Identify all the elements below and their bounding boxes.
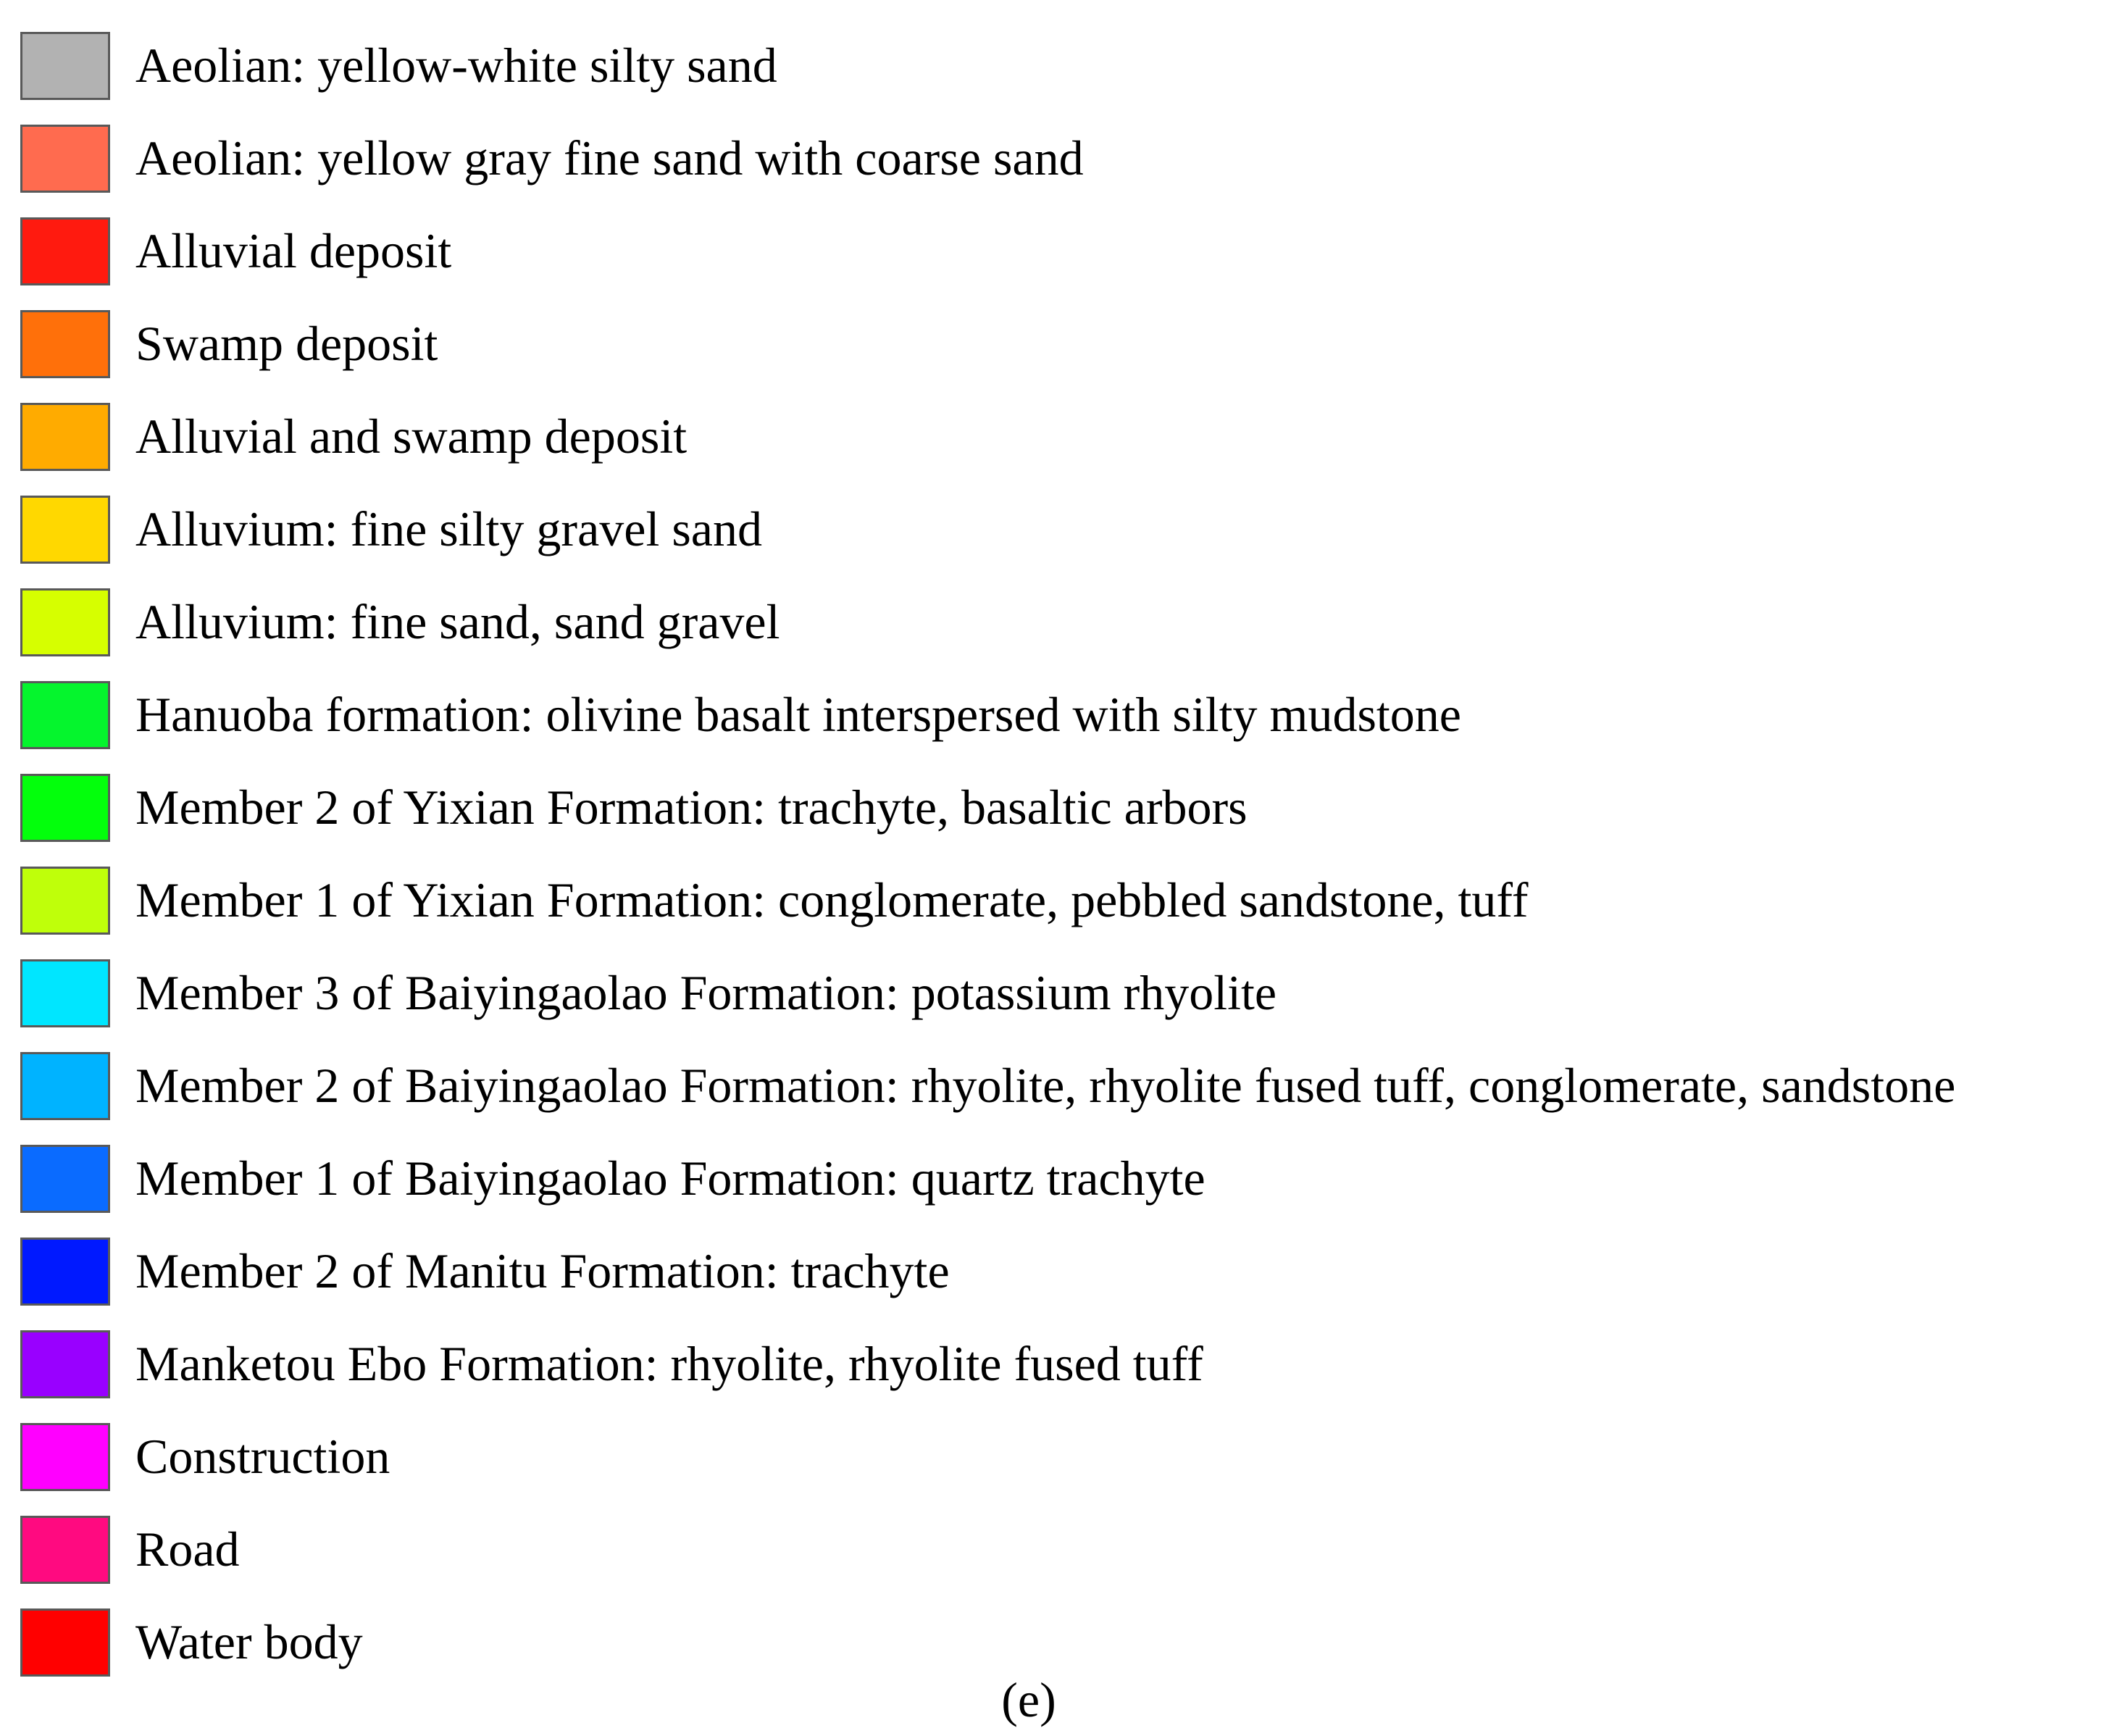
legend-swatch bbox=[20, 217, 110, 285]
legend-item bbox=[0, 774, 2106, 846]
legend-label: Road bbox=[135, 1522, 240, 1577]
legend-item bbox=[0, 1423, 2106, 1495]
legend-label: Construction bbox=[135, 1429, 390, 1484]
legend-swatch bbox=[20, 403, 110, 471]
legend-label: Member 1 of Yixian Formation: conglomerate, pebbled sandstone, tuff bbox=[135, 872, 1529, 927]
legend-item bbox=[0, 217, 2106, 290]
legend-label: Member 2 of Manitu Formation: trachyte bbox=[135, 1243, 950, 1298]
legend-item bbox=[0, 959, 2106, 1032]
legend-item bbox=[0, 125, 2106, 197]
legend-swatch bbox=[20, 1145, 110, 1213]
legend-label: Alluvial deposit bbox=[135, 223, 452, 278]
legend-item bbox=[0, 681, 2106, 754]
legend-label: Hanuoba formation: olivine basalt interspersed with silty mudstone bbox=[135, 687, 1461, 742]
legend-swatch bbox=[20, 310, 110, 378]
legend-label: Manketou Ebo Formation: rhyolite, rhyolite fused tuff bbox=[135, 1336, 1203, 1391]
legend-label: Member 1 of Baiyingaolao Formation: quartz trachyte bbox=[135, 1151, 1205, 1206]
legend-swatch bbox=[20, 867, 110, 935]
legend-label: Member 2 of Baiyingaolao Formation: rhyolite, rhyolite fused tuff, conglomerate, sandstone bbox=[135, 1058, 1956, 1113]
legend-item bbox=[0, 1145, 2106, 1217]
legend-swatch bbox=[20, 125, 110, 193]
legend-item bbox=[0, 310, 2106, 383]
legend-swatch bbox=[20, 588, 110, 656]
legend-item bbox=[0, 1238, 2106, 1310]
legend-label: Water body bbox=[135, 1614, 363, 1669]
legend-label: Alluvium: fine silty gravel sand bbox=[135, 501, 762, 556]
legend-item bbox=[0, 32, 2106, 104]
legend-swatch bbox=[20, 1330, 110, 1398]
legend-item bbox=[0, 867, 2106, 939]
legend-label: Alluvium: fine sand, sand gravel bbox=[135, 594, 780, 649]
legend-item bbox=[0, 1516, 2106, 1588]
legend-swatch bbox=[20, 1423, 110, 1491]
legend-swatch bbox=[20, 32, 110, 100]
legend-item bbox=[0, 496, 2106, 568]
legend-item bbox=[0, 588, 2106, 661]
legend-swatch bbox=[20, 1052, 110, 1120]
legend-label: Member 2 of Yixian Formation: trachyte, basaltic arbors bbox=[135, 780, 1248, 835]
legend-label: Alluvial and swamp deposit bbox=[135, 409, 688, 464]
legend-swatch bbox=[20, 959, 110, 1027]
legend-item bbox=[0, 1330, 2106, 1403]
legend-label: Aeolian: yellow gray fine sand with coarse sand bbox=[135, 130, 1084, 185]
legend-swatch bbox=[20, 496, 110, 564]
legend-item bbox=[0, 403, 2106, 475]
legend-label: Aeolian: yellow-white silty sand bbox=[135, 38, 777, 93]
legend-swatch bbox=[20, 681, 110, 749]
legend-swatch bbox=[20, 1238, 110, 1306]
legend-swatch bbox=[20, 774, 110, 842]
figure-caption: (e) bbox=[1001, 1672, 1056, 1727]
legend-item bbox=[0, 1052, 2106, 1124]
legend-label: Member 3 of Baiyingaolao Formation: potassium rhyolite bbox=[135, 965, 1277, 1020]
legend-label: Swamp deposit bbox=[135, 316, 438, 371]
legend-swatch bbox=[20, 1516, 110, 1584]
